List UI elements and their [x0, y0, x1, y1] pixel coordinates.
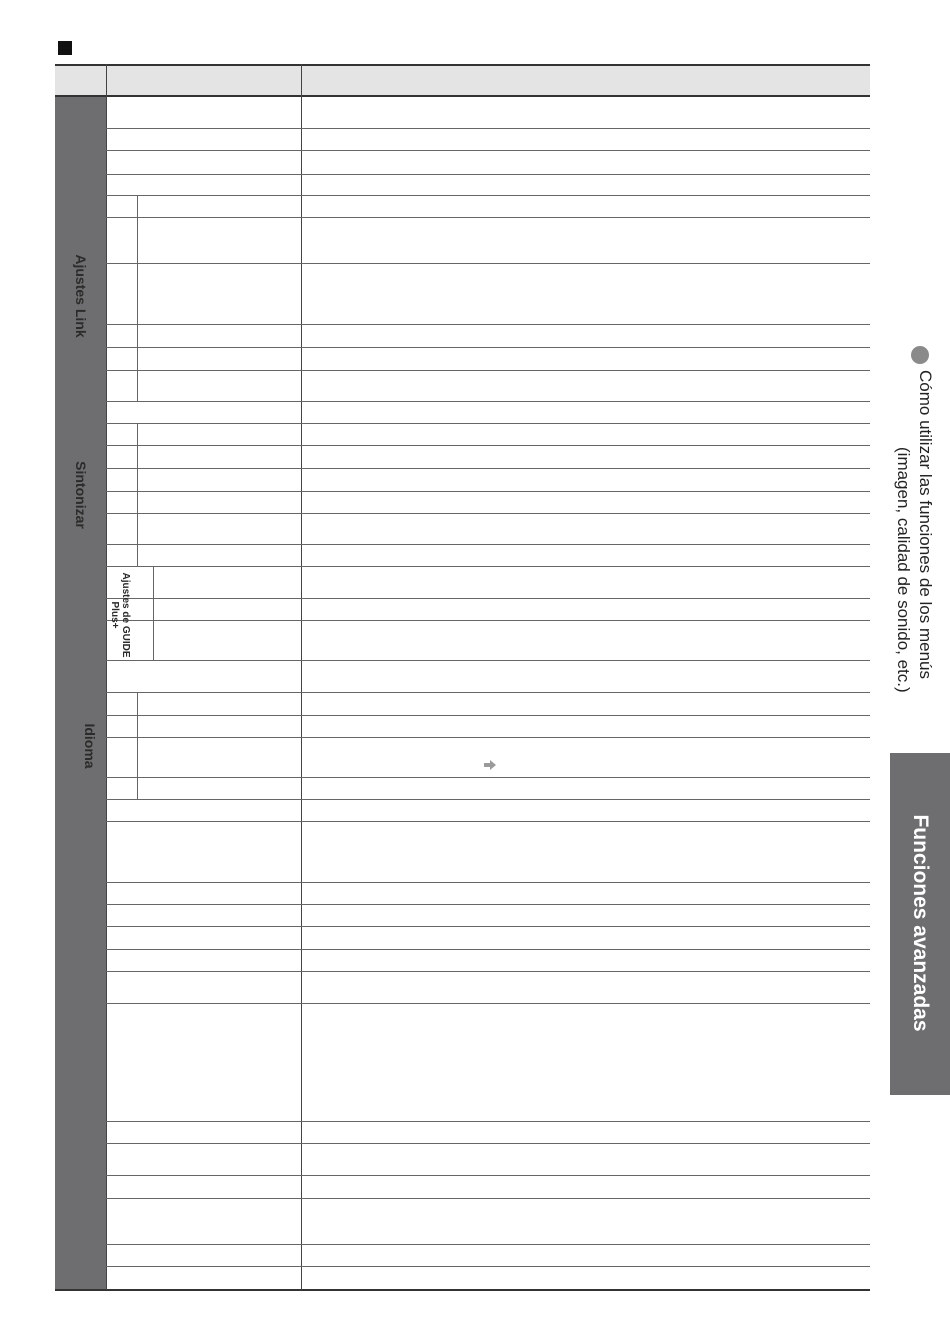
table-column-rule — [137, 423, 138, 566]
circle-bullet-icon — [911, 346, 929, 364]
table-row-rule — [106, 949, 870, 950]
group-label-guide-plus: Ajustes de GUIDE Plus+ — [109, 572, 131, 658]
table-row-rule — [106, 1175, 870, 1176]
table-row-rule — [106, 1143, 870, 1144]
section-title-line-2: (imagen, calidad de sonido, etc.) — [894, 447, 913, 693]
table-row-rule — [106, 128, 870, 129]
table-row-rule — [106, 971, 870, 972]
category-label: Configuración — [20, 626, 41, 762]
table-row-rule — [106, 1244, 870, 1245]
table-row-rule — [55, 64, 870, 66]
table-row-rule — [55, 1289, 870, 1291]
table-column-rule — [106, 64, 107, 1290]
table-row-rule — [106, 692, 870, 693]
table-column-rule — [137, 195, 138, 401]
table-row-rule — [55, 95, 870, 97]
table-row-rule — [106, 821, 870, 822]
table-row-rule — [106, 620, 870, 621]
table-row-rule — [106, 217, 870, 218]
table-row-rule — [106, 263, 870, 264]
table-row-rule — [106, 1266, 870, 1267]
table-column-rule — [153, 566, 154, 660]
table-row-rule — [106, 799, 870, 800]
side-tab-label: Funciones avanzadas — [909, 814, 932, 1032]
table-row-rule — [106, 1003, 870, 1004]
table-row-rule — [106, 423, 870, 424]
settings-table — [55, 64, 870, 1290]
table-row-rule — [106, 324, 870, 325]
table-row-rule — [106, 566, 870, 567]
group-label-ajustes-link: Ajustes Link — [73, 254, 89, 338]
table-row-rule — [106, 1198, 870, 1199]
table-header — [55, 64, 870, 96]
table-row-rule — [106, 468, 870, 469]
table-row-rule — [106, 370, 870, 371]
table-row-rule — [106, 491, 870, 492]
table-row-rule — [106, 882, 870, 883]
table-row-rule — [106, 715, 870, 716]
table-row-rule — [106, 1121, 870, 1122]
table-row-rule — [106, 401, 870, 402]
table-row-rule — [106, 513, 870, 514]
section-title-line-1: Cómo utilizar las funciones de los menús — [916, 370, 935, 679]
group-label-idioma: Idioma — [82, 723, 98, 769]
section-marker-square — [58, 41, 72, 55]
table-row-rule — [106, 660, 870, 661]
table-row-rule — [106, 445, 870, 446]
table-column-rule — [301, 64, 302, 1290]
group-label-sintonizar: Sintonizar — [73, 461, 89, 529]
table-column-rule — [137, 692, 138, 799]
table-row-rule — [106, 926, 870, 927]
arrow-right-icon — [484, 760, 496, 770]
table-row-rule — [106, 737, 870, 738]
table-row-rule — [106, 598, 870, 599]
table-row-rule — [106, 150, 870, 151]
table-row-rule — [106, 195, 870, 196]
table-row-rule — [106, 544, 870, 545]
table-row-rule — [106, 777, 870, 778]
table-row-rule — [106, 347, 870, 348]
table-row-rule — [106, 174, 870, 175]
table-row-rule — [106, 904, 870, 905]
